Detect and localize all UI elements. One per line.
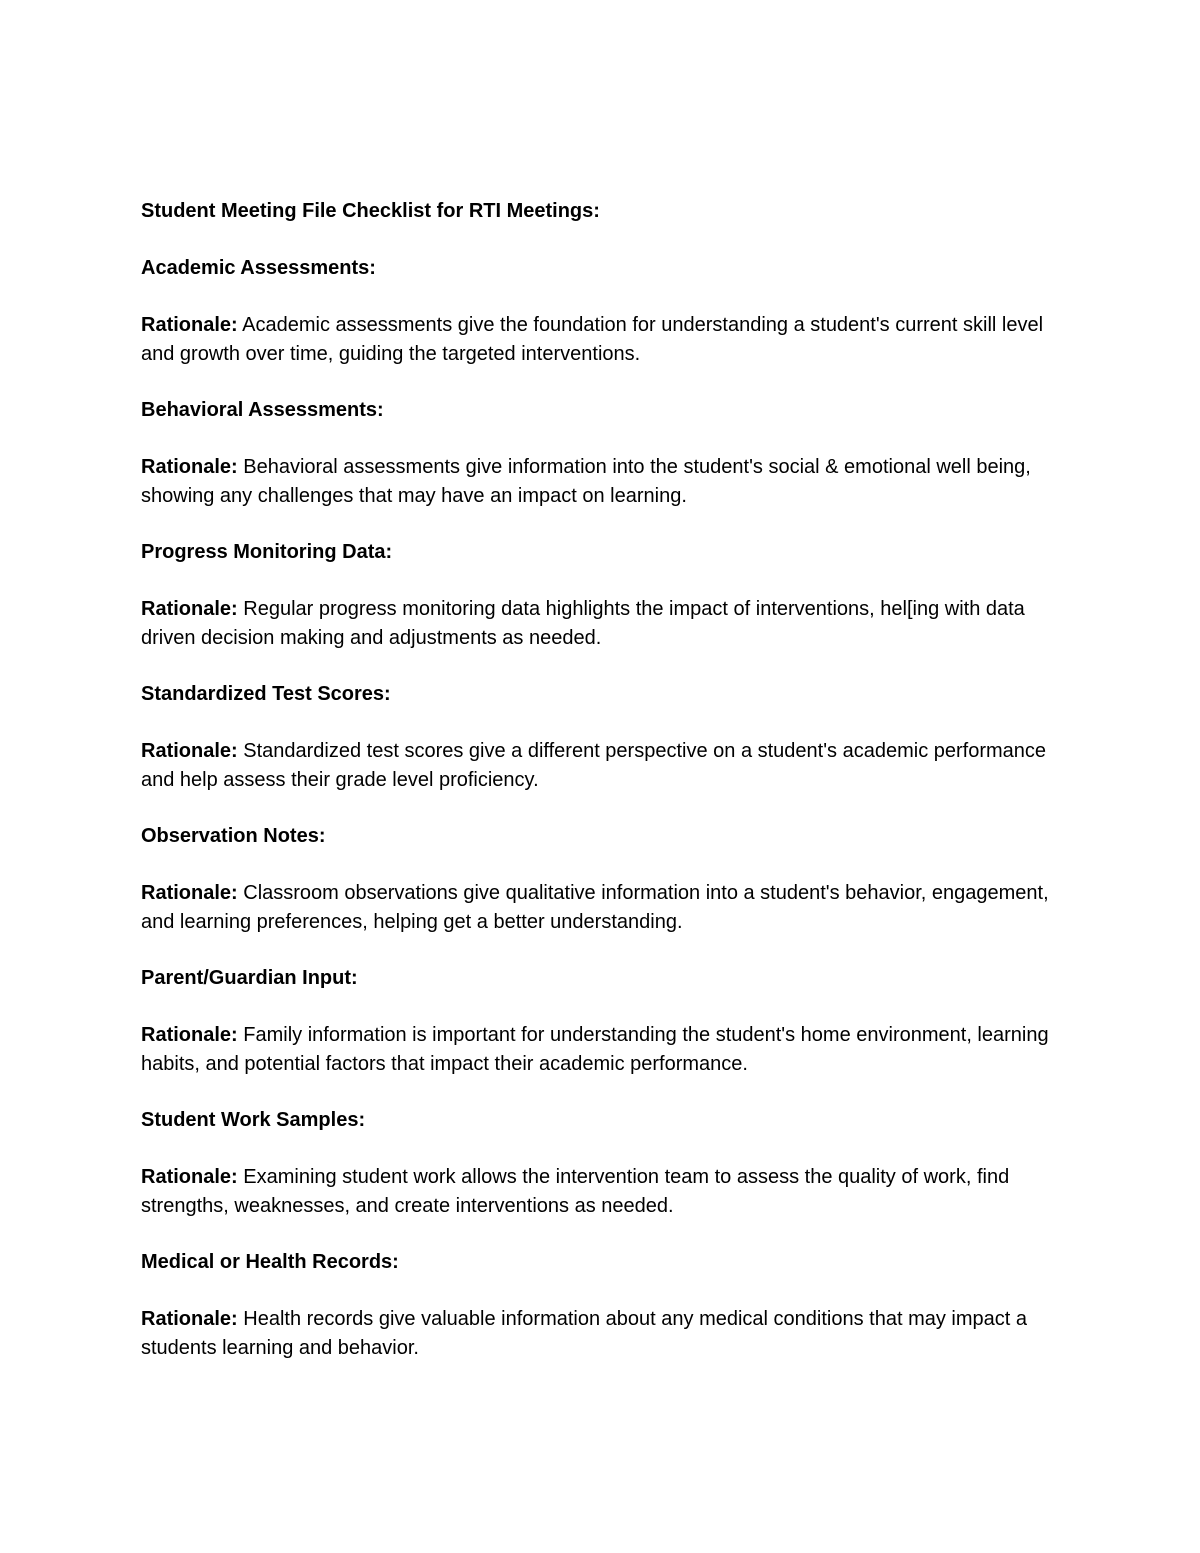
section-heading: Observation Notes: — [141, 825, 326, 847]
rationale-label: Rationale: — [141, 598, 238, 620]
section-heading: Student Work Samples: — [141, 1109, 366, 1131]
section-heading: Behavioral Assessments: — [141, 399, 384, 421]
rationale-label: Rationale: — [141, 1308, 238, 1330]
section-rationale — [141, 595, 1061, 652]
section-rationale — [141, 737, 1061, 794]
rationale-label: Rationale: — [141, 882, 238, 904]
section-heading: Academic Assessments: — [141, 257, 376, 279]
rationale-label: Rationale: — [141, 740, 238, 762]
section-observation-notes — [141, 822, 1061, 936]
section-heading: Medical or Health Records: — [141, 1251, 399, 1273]
section-rationale — [141, 1021, 1061, 1078]
section-rationale — [141, 1305, 1061, 1362]
section-medical-health-records — [141, 1248, 1061, 1362]
section-student-work-samples — [141, 1106, 1061, 1220]
rationale-label: Rationale: — [141, 314, 238, 336]
section-academic-assessments — [141, 254, 1061, 368]
section-heading: Parent/Guardian Input: — [141, 967, 358, 989]
section-rationale — [141, 1163, 1061, 1220]
rationale-text: Health records give valuable information about any medical conditions that may impact a students learning and behavior. — [141, 1308, 1027, 1359]
section-rationale — [141, 311, 1061, 368]
rationale-text: Standardized test scores give a different perspective on a student's academic performance and help assess their grade level proficiency. — [141, 740, 1047, 791]
section-parent-guardian-input — [141, 964, 1061, 1078]
rationale-text: Examining student work allows the intervention team to assess the quality of work, find strengths, weaknesses, and create interventions as needed. — [141, 1166, 1010, 1217]
rationale-text: Family information is important for understanding the student's home environment, learning habits, and potential factors that impact their academic performance. — [141, 1024, 1049, 1075]
rationale-text: Classroom observations give qualitative information into a student's behavior, engagement, and learning preferences, helping get a better understanding. — [141, 882, 1049, 933]
section-heading: Standardized Test Scores: — [141, 683, 391, 705]
section-heading: Progress Monitoring Data: — [141, 541, 393, 563]
section-progress-monitoring-data — [141, 538, 1061, 652]
rationale-text: Behavioral assessments give information into the student's social & emotional well being, showing any challenges that may have an impact on learning. — [141, 456, 1031, 507]
rationale-label: Rationale: — [141, 1024, 238, 1046]
section-rationale — [141, 453, 1061, 510]
rationale-text: Regular progress monitoring data highlights the impact of interventions, hel[ing with data driven decision making and adjustments as needed. — [141, 598, 1025, 649]
section-rationale — [141, 879, 1061, 936]
rationale-text: Academic assessments give the foundation for understanding a student's current skill level and growth over time, guiding the targeted interventions. — [141, 314, 1044, 365]
rationale-label: Rationale: — [141, 456, 238, 478]
section-behavioral-assessments — [141, 396, 1061, 510]
document-title: Student Meeting File Checklist for RTI Meetings: — [141, 200, 600, 222]
document-page — [141, 197, 1061, 1390]
rationale-label: Rationale: — [141, 1166, 238, 1188]
section-standardized-test-scores — [141, 680, 1061, 794]
